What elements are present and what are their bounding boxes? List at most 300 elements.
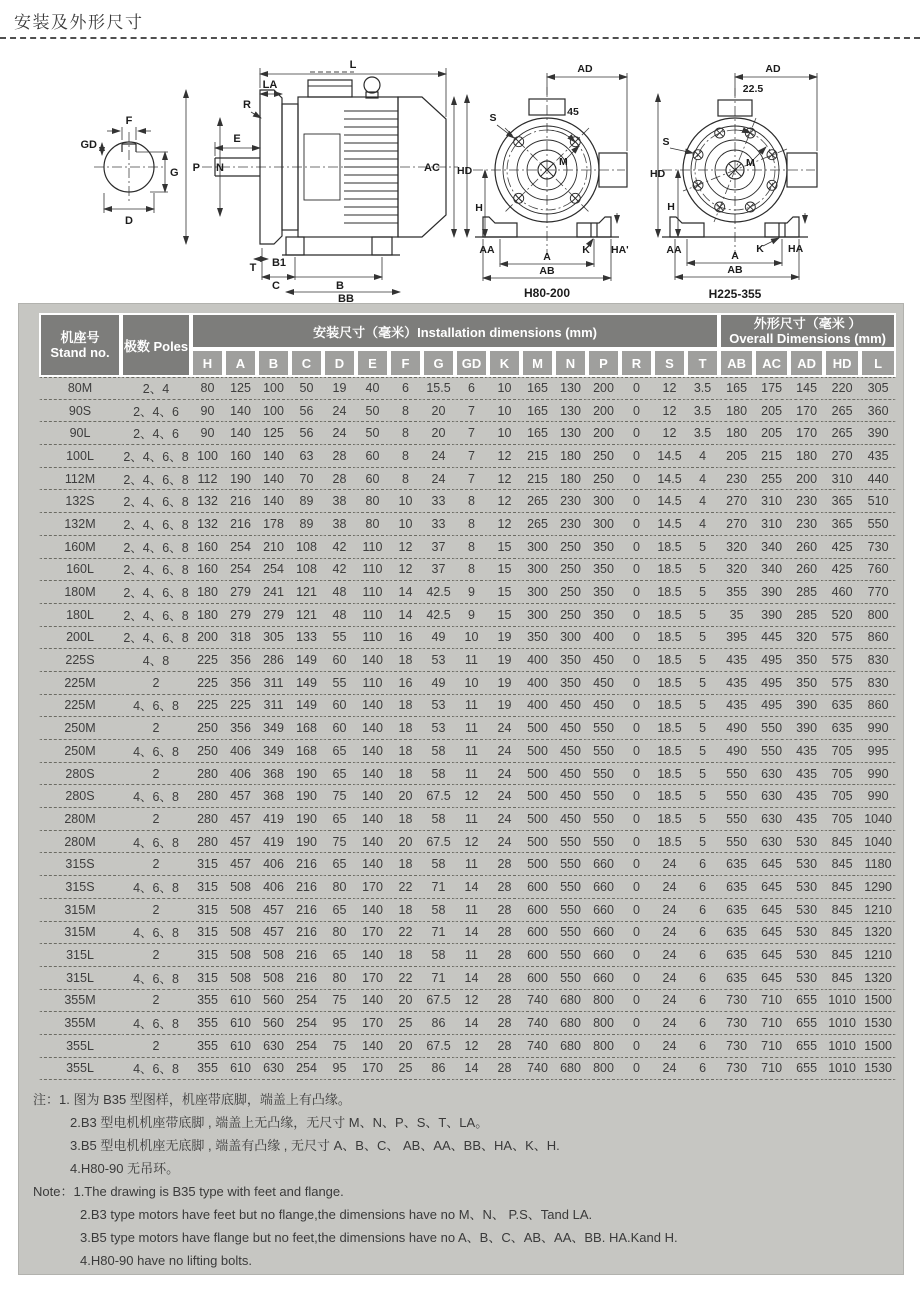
dim-value-cell: 0 bbox=[620, 513, 653, 536]
dim-value-cell: 435 bbox=[860, 445, 896, 468]
dim-value-cell: 495 bbox=[754, 672, 789, 695]
dim-value-cell: 400 bbox=[521, 695, 554, 718]
dim-value-cell: 390 bbox=[754, 581, 789, 604]
dim-value-cell: 12 bbox=[389, 559, 422, 582]
stand-no-cell: 90L bbox=[39, 422, 121, 445]
dim-value-cell: 95 bbox=[323, 1058, 356, 1081]
dim-value-cell: 225 bbox=[191, 672, 224, 695]
dim-value-cell: 80 bbox=[191, 377, 224, 400]
dim-value-cell: 6 bbox=[686, 922, 719, 945]
dim-value-cell: 508 bbox=[224, 876, 257, 899]
table-row bbox=[39, 853, 896, 876]
dim-value-cell: 450 bbox=[554, 695, 587, 718]
dim-value-cell: 55 bbox=[323, 672, 356, 695]
dim-label-ac: AC bbox=[424, 162, 440, 174]
dim-value-cell: 0 bbox=[620, 400, 653, 423]
dim-value-cell: 15 bbox=[488, 559, 521, 582]
table-row bbox=[39, 513, 896, 536]
dim-value-cell: 600 bbox=[521, 876, 554, 899]
dim-value-cell: 680 bbox=[554, 990, 587, 1013]
dim-value-cell: 655 bbox=[789, 1012, 824, 1035]
dim-value-cell: 6 bbox=[686, 967, 719, 990]
poles-cell: 4、8 bbox=[121, 649, 191, 672]
table-row bbox=[39, 899, 896, 922]
dim-value-cell: 168 bbox=[290, 740, 323, 763]
dim-value-cell: 457 bbox=[224, 785, 257, 808]
dim-label-ad: AD bbox=[577, 63, 593, 75]
page-title: 安装及外形尺寸 bbox=[14, 13, 144, 32]
dim-label-n: N bbox=[216, 162, 224, 174]
dim-value-cell: 60 bbox=[323, 695, 356, 718]
dim-value-cell: 200 bbox=[587, 377, 620, 400]
dim-value-cell: 300 bbox=[521, 536, 554, 559]
dim-value-cell: 19 bbox=[488, 672, 521, 695]
dim-value-cell: 550 bbox=[554, 831, 587, 854]
note-en-4: 4.H80-90 have no lifting bolts. bbox=[80, 1253, 252, 1268]
dim-value-cell: 90 bbox=[191, 400, 224, 423]
dim-value-cell: 500 bbox=[521, 831, 554, 854]
dim-value-cell: 254 bbox=[224, 536, 257, 559]
dim-value-cell: 24 bbox=[488, 740, 521, 763]
dim-value-cell: 18 bbox=[389, 808, 422, 831]
dim-value-cell: 508 bbox=[257, 967, 290, 990]
dim-value-cell: 0 bbox=[620, 944, 653, 967]
poles-cell: 2、4、6、8 bbox=[121, 627, 191, 650]
dim-value-cell: 149 bbox=[290, 672, 323, 695]
dim-value-cell: 24 bbox=[323, 400, 356, 423]
title-divider bbox=[0, 37, 920, 39]
dim-value-cell: 125 bbox=[257, 422, 290, 445]
dim-value-cell: 110 bbox=[356, 559, 389, 582]
dim-value-cell: 800 bbox=[587, 1035, 620, 1058]
dim-value-cell: 710 bbox=[754, 990, 789, 1013]
dim-value-cell: 140 bbox=[356, 740, 389, 763]
dim-value-cell: 75 bbox=[323, 831, 356, 854]
dim-label-b: B bbox=[336, 280, 344, 292]
dim-value-cell: 18.5 bbox=[653, 785, 686, 808]
dim-value-cell: 406 bbox=[257, 876, 290, 899]
dim-value-cell: 355 bbox=[191, 1035, 224, 1058]
dim-value-cell: 216 bbox=[224, 490, 257, 513]
dim-value-cell: 550 bbox=[587, 808, 620, 831]
dim-label-c: C bbox=[272, 280, 280, 292]
dim-value-cell: 22 bbox=[389, 876, 422, 899]
angle-label-45: 45 bbox=[567, 106, 579, 118]
dim-value-cell: 216 bbox=[290, 853, 323, 876]
dim-value-cell: 0 bbox=[620, 1012, 653, 1035]
drawing-caption-h80-200: H80-200 bbox=[523, 286, 571, 300]
dim-value-cell: 165 bbox=[719, 377, 754, 400]
dim-label-s: S bbox=[489, 112, 497, 124]
dim-value-cell: 5 bbox=[686, 695, 719, 718]
dim-value-cell: 320 bbox=[789, 627, 824, 650]
dim-value-cell: 11 bbox=[455, 944, 488, 967]
dim-value-cell: 490 bbox=[719, 740, 754, 763]
dim-value-cell: 270 bbox=[719, 513, 754, 536]
dim-value-cell: 0 bbox=[620, 490, 653, 513]
dim-value-cell: 425 bbox=[824, 559, 860, 582]
dim-value-cell: 24 bbox=[653, 944, 686, 967]
dim-value-cell: 254 bbox=[290, 1012, 323, 1035]
dim-value-cell: 710 bbox=[754, 1035, 789, 1058]
dim-value-cell: 24 bbox=[488, 763, 521, 786]
dim-value-cell: 18.5 bbox=[653, 740, 686, 763]
stand-no-cell: 280S bbox=[39, 785, 121, 808]
dim-value-cell: 14.5 bbox=[653, 513, 686, 536]
dim-value-cell: 350 bbox=[521, 627, 554, 650]
dim-value-cell: 230 bbox=[554, 490, 587, 513]
dim-value-cell: 0 bbox=[620, 581, 653, 604]
dim-value-cell: 760 bbox=[860, 559, 896, 582]
dim-value-cell: 24 bbox=[653, 1058, 686, 1081]
dim-value-cell: 550 bbox=[754, 740, 789, 763]
dim-value-cell: 140 bbox=[356, 717, 389, 740]
dim-value-cell: 365 bbox=[824, 513, 860, 536]
dim-value-cell: 635 bbox=[719, 922, 754, 945]
note-zh-1: 1. 图为 B35 型图样，机座带底脚，端盖上有凸缘。 bbox=[59, 1092, 351, 1107]
dim-value-cell: 180 bbox=[191, 604, 224, 627]
dim-value-cell: 22 bbox=[389, 922, 422, 945]
dim-value-cell: 110 bbox=[356, 536, 389, 559]
dim-value-cell: 65 bbox=[323, 763, 356, 786]
dim-value-cell: 12 bbox=[488, 445, 521, 468]
dim-value-cell: 80 bbox=[323, 967, 356, 990]
dim-label-a: A bbox=[543, 251, 551, 263]
dim-value-cell: 10 bbox=[389, 513, 422, 536]
dim-value-cell: 190 bbox=[290, 831, 323, 854]
dim-value-cell: 350 bbox=[587, 581, 620, 604]
dimension-table bbox=[39, 313, 896, 1080]
dim-label-k: K bbox=[756, 243, 764, 255]
dim-value-cell: 0 bbox=[620, 468, 653, 491]
dim-value-cell: 500 bbox=[521, 763, 554, 786]
dim-value-cell: 18 bbox=[389, 899, 422, 922]
column-header-stand-no bbox=[39, 313, 121, 377]
dim-value-cell: 1010 bbox=[824, 990, 860, 1013]
overall-en: Overall Dimensions (mm) bbox=[729, 331, 886, 346]
dim-value-cell: 8 bbox=[455, 536, 488, 559]
dim-value-cell: 170 bbox=[356, 1012, 389, 1035]
dim-value-cell: 230 bbox=[554, 513, 587, 536]
column-header-hd: HD bbox=[824, 349, 860, 377]
dim-value-cell: 550 bbox=[554, 922, 587, 945]
dim-value-cell: 42.5 bbox=[422, 581, 455, 604]
dim-value-cell: 457 bbox=[257, 899, 290, 922]
dim-value-cell: 635 bbox=[719, 853, 754, 876]
dim-value-cell: 740 bbox=[521, 1035, 554, 1058]
dim-value-cell: 10 bbox=[488, 400, 521, 423]
dim-value-cell: 12 bbox=[455, 831, 488, 854]
dim-value-cell: 3.5 bbox=[686, 400, 719, 423]
table-row bbox=[39, 400, 896, 423]
note-en-line bbox=[33, 1180, 893, 1203]
dim-value-cell: 1210 bbox=[860, 899, 896, 922]
dim-value-cell: 457 bbox=[224, 808, 257, 831]
dim-value-cell: 356 bbox=[224, 649, 257, 672]
dim-label-ad: AD bbox=[765, 63, 781, 75]
dim-value-cell: 680 bbox=[554, 1012, 587, 1035]
dim-value-cell: 600 bbox=[521, 967, 554, 990]
dim-value-cell: 655 bbox=[789, 1058, 824, 1081]
dim-value-cell: 0 bbox=[620, 785, 653, 808]
dim-value-cell: 645 bbox=[754, 899, 789, 922]
dim-value-cell: 0 bbox=[620, 672, 653, 695]
dim-value-cell: 63 bbox=[290, 445, 323, 468]
dim-value-cell: 37 bbox=[422, 536, 455, 559]
dim-value-cell: 5 bbox=[686, 672, 719, 695]
dim-value-cell: 254 bbox=[224, 559, 257, 582]
dim-value-cell: 37 bbox=[422, 559, 455, 582]
dim-value-cell: 500 bbox=[521, 740, 554, 763]
dim-value-cell: 12 bbox=[455, 785, 488, 808]
dim-value-cell: 0 bbox=[620, 899, 653, 922]
dim-value-cell: 500 bbox=[521, 808, 554, 831]
dim-value-cell: 457 bbox=[257, 922, 290, 945]
dim-value-cell: 80 bbox=[356, 513, 389, 536]
dim-value-cell: 435 bbox=[789, 785, 824, 808]
dim-value-cell: 225 bbox=[191, 695, 224, 718]
dim-value-cell: 435 bbox=[719, 672, 754, 695]
dim-value-cell: 435 bbox=[789, 763, 824, 786]
note-en-label: Note： bbox=[33, 1184, 74, 1199]
dim-value-cell: 18.5 bbox=[653, 763, 686, 786]
dim-value-cell: 435 bbox=[789, 740, 824, 763]
dim-value-cell: 18 bbox=[389, 853, 422, 876]
dim-value-cell: 4 bbox=[686, 513, 719, 536]
dim-value-cell: 216 bbox=[290, 922, 323, 945]
column-header-n: N bbox=[554, 349, 587, 377]
dim-value-cell: 15 bbox=[488, 536, 521, 559]
dim-value-cell: 550 bbox=[554, 967, 587, 990]
table-row bbox=[39, 1058, 896, 1081]
dim-value-cell: 550 bbox=[587, 740, 620, 763]
column-header-k: K bbox=[488, 349, 521, 377]
dim-value-cell: 14.5 bbox=[653, 445, 686, 468]
dim-value-cell: 705 bbox=[824, 785, 860, 808]
table-row bbox=[39, 672, 896, 695]
dim-value-cell: 250 bbox=[554, 604, 587, 627]
dim-label-hd: HD bbox=[457, 165, 473, 177]
dim-value-cell: 3.5 bbox=[686, 422, 719, 445]
dim-value-cell: 121 bbox=[290, 581, 323, 604]
dim-label-ab: AB bbox=[727, 264, 743, 276]
dim-value-cell: 530 bbox=[789, 831, 824, 854]
dim-value-cell: 100 bbox=[257, 377, 290, 400]
dim-value-cell: 300 bbox=[521, 604, 554, 627]
dim-value-cell: 19 bbox=[323, 377, 356, 400]
stand-no-cell: 315M bbox=[39, 899, 121, 922]
dim-value-cell: 6 bbox=[686, 1012, 719, 1035]
table-row bbox=[39, 377, 896, 400]
dim-value-cell: 355 bbox=[191, 990, 224, 1013]
dim-value-cell: 200 bbox=[191, 627, 224, 650]
dim-value-cell: 75 bbox=[323, 1035, 356, 1058]
dim-value-cell: 6 bbox=[686, 1058, 719, 1081]
dim-value-cell: 216 bbox=[224, 513, 257, 536]
dim-value-cell: 170 bbox=[356, 1058, 389, 1081]
dim-value-cell: 125 bbox=[224, 377, 257, 400]
dim-value-cell: 14 bbox=[455, 876, 488, 899]
dim-value-cell: 3.5 bbox=[686, 377, 719, 400]
dim-value-cell: 42.5 bbox=[422, 604, 455, 627]
dim-label-gd: GD bbox=[80, 139, 97, 151]
dim-value-cell: 0 bbox=[620, 967, 653, 990]
dim-value-cell: 24 bbox=[488, 808, 521, 831]
dim-value-cell: 20 bbox=[389, 831, 422, 854]
dim-value-cell: 190 bbox=[290, 785, 323, 808]
dim-value-cell: 680 bbox=[554, 1058, 587, 1081]
table-row bbox=[39, 468, 896, 491]
dim-value-cell: 390 bbox=[789, 717, 824, 740]
dim-value-cell: 8 bbox=[389, 400, 422, 423]
dim-value-cell: 140 bbox=[356, 899, 389, 922]
dim-value-cell: 1040 bbox=[860, 831, 896, 854]
dim-value-cell: 15.5 bbox=[422, 377, 455, 400]
dim-value-cell: 11 bbox=[455, 717, 488, 740]
dim-value-cell: 180 bbox=[719, 400, 754, 423]
dim-label-e: E bbox=[233, 133, 241, 145]
dim-value-cell: 710 bbox=[754, 1012, 789, 1035]
note-en-3: 3.B5 type motors have flange but no feet,the dimensions have no A、B、C、AB、AA、BB. HA.Kand H. bbox=[80, 1230, 678, 1245]
end-view-h225-355-drawing bbox=[650, 50, 865, 300]
dim-value-cell: 0 bbox=[620, 627, 653, 650]
dim-value-cell: 550 bbox=[587, 785, 620, 808]
dim-value-cell: 24 bbox=[488, 717, 521, 740]
table-row bbox=[39, 422, 896, 445]
dim-value-cell: 845 bbox=[824, 967, 860, 990]
dim-value-cell: 680 bbox=[554, 1035, 587, 1058]
table-row bbox=[39, 717, 896, 740]
dim-value-cell: 457 bbox=[224, 853, 257, 876]
dim-value-cell: 550 bbox=[860, 513, 896, 536]
dim-value-cell: 89 bbox=[290, 490, 323, 513]
dim-value-cell: 520 bbox=[824, 604, 860, 627]
dim-value-cell: 265 bbox=[824, 400, 860, 423]
dim-value-cell: 230 bbox=[719, 468, 754, 491]
dim-label-k: K bbox=[582, 244, 590, 256]
dim-value-cell: 4 bbox=[686, 468, 719, 491]
poles-cell: 2 bbox=[121, 1035, 191, 1058]
dim-value-cell: 260 bbox=[789, 559, 824, 582]
column-header-d: D bbox=[323, 349, 356, 377]
dim-value-cell: 40 bbox=[356, 377, 389, 400]
dim-value-cell: 435 bbox=[719, 695, 754, 718]
dim-value-cell: 1500 bbox=[860, 1035, 896, 1058]
dim-value-cell: 80 bbox=[356, 490, 389, 513]
dim-value-cell: 24 bbox=[323, 422, 356, 445]
dim-value-cell: 355 bbox=[191, 1058, 224, 1081]
dim-value-cell: 80 bbox=[323, 876, 356, 899]
column-header-l: L bbox=[860, 349, 896, 377]
dim-value-cell: 5 bbox=[686, 808, 719, 831]
dim-value-cell: 145 bbox=[789, 377, 824, 400]
dim-value-cell: 18 bbox=[389, 695, 422, 718]
dim-value-cell: 1290 bbox=[860, 876, 896, 899]
dim-value-cell: 550 bbox=[587, 717, 620, 740]
stand-no-cell: 250M bbox=[39, 717, 121, 740]
dim-value-cell: 19 bbox=[488, 649, 521, 672]
dim-value-cell: 450 bbox=[554, 763, 587, 786]
dim-value-cell: 550 bbox=[587, 831, 620, 854]
dim-value-cell: 12 bbox=[653, 400, 686, 423]
dim-value-cell: 990 bbox=[860, 763, 896, 786]
dim-value-cell: 635 bbox=[719, 967, 754, 990]
dim-value-cell: 406 bbox=[224, 740, 257, 763]
dim-value-cell: 110 bbox=[356, 627, 389, 650]
dim-value-cell: 12 bbox=[488, 513, 521, 536]
table-panel bbox=[18, 303, 904, 1275]
dim-value-cell: 311 bbox=[257, 695, 290, 718]
dim-value-cell: 8 bbox=[455, 490, 488, 513]
stand-no-cell: 225M bbox=[39, 695, 121, 718]
dim-value-cell: 1010 bbox=[824, 1058, 860, 1081]
dim-value-cell: 0 bbox=[620, 808, 653, 831]
dim-value-cell: 630 bbox=[754, 831, 789, 854]
shaft-section-drawing bbox=[81, 115, 179, 227]
dim-value-cell: 395 bbox=[719, 627, 754, 650]
table-row bbox=[39, 695, 896, 718]
dim-value-cell: 50 bbox=[290, 377, 323, 400]
dim-value-cell: 300 bbox=[554, 627, 587, 650]
dim-label-la: LA bbox=[262, 79, 278, 91]
stand-no-cell: 225S bbox=[39, 649, 121, 672]
dim-value-cell: 250 bbox=[191, 717, 224, 740]
dim-value-cell: 24 bbox=[488, 785, 521, 808]
dim-value-cell: 1010 bbox=[824, 1012, 860, 1035]
dim-value-cell: 635 bbox=[719, 876, 754, 899]
dim-value-cell: 770 bbox=[860, 581, 896, 604]
stand-no-cell: 180L bbox=[39, 604, 121, 627]
dim-value-cell: 67.5 bbox=[422, 1035, 455, 1058]
dim-value-cell: 205 bbox=[754, 400, 789, 423]
dim-value-cell: 406 bbox=[224, 763, 257, 786]
dim-value-cell: 28 bbox=[323, 468, 356, 491]
column-header-t: T bbox=[686, 349, 719, 377]
dim-value-cell: 730 bbox=[719, 1012, 754, 1035]
dim-value-cell: 140 bbox=[257, 468, 290, 491]
dim-value-cell: 75 bbox=[323, 990, 356, 1013]
poles-cell: 2、4、6 bbox=[121, 400, 191, 423]
dim-value-cell: 250 bbox=[554, 581, 587, 604]
dim-value-cell: 630 bbox=[754, 808, 789, 831]
dim-value-cell: 390 bbox=[860, 422, 896, 445]
dim-value-cell: 12 bbox=[488, 490, 521, 513]
dim-value-cell: 14 bbox=[455, 922, 488, 945]
dim-label-p: P bbox=[192, 162, 200, 174]
dim-value-cell: 65 bbox=[323, 808, 356, 831]
table-row bbox=[39, 559, 896, 582]
dim-value-cell: 18.5 bbox=[653, 581, 686, 604]
dim-value-cell: 11 bbox=[455, 763, 488, 786]
dim-value-cell: 1040 bbox=[860, 808, 896, 831]
dim-value-cell: 28 bbox=[488, 876, 521, 899]
notes bbox=[33, 1088, 893, 1272]
dim-value-cell: 280 bbox=[191, 763, 224, 786]
dim-value-cell: 58 bbox=[422, 853, 455, 876]
dim-value-cell: 67.5 bbox=[422, 831, 455, 854]
dim-value-cell: 38 bbox=[323, 490, 356, 513]
poles-cell: 4、6、8 bbox=[121, 922, 191, 945]
dim-value-cell: 508 bbox=[224, 922, 257, 945]
dim-value-cell: 11 bbox=[455, 853, 488, 876]
dim-value-cell: 830 bbox=[860, 672, 896, 695]
dim-value-cell: 86 bbox=[422, 1012, 455, 1035]
dim-value-cell: 655 bbox=[789, 1035, 824, 1058]
dim-value-cell: 0 bbox=[620, 377, 653, 400]
dim-value-cell: 28 bbox=[488, 944, 521, 967]
dim-value-cell: 0 bbox=[620, 1058, 653, 1081]
poles-cell: 4、6、8 bbox=[121, 1012, 191, 1035]
